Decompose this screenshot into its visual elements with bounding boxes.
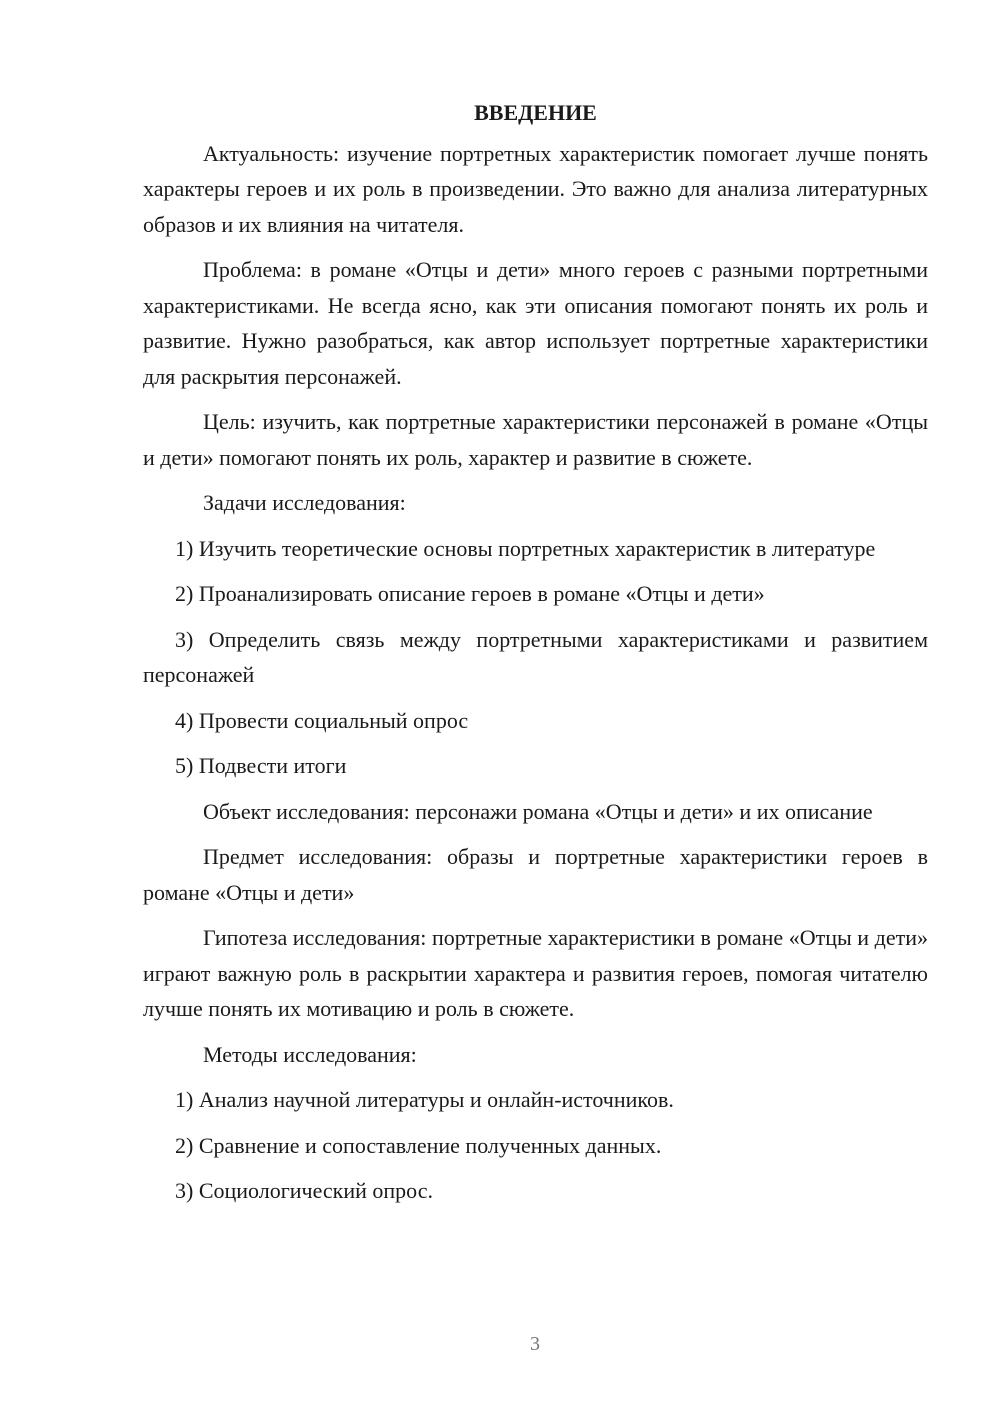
document-page: [143, 95, 928, 1219]
tasks-list: [143, 531, 928, 784]
object-paragraph: Объект исследования: персонажи романа «Отцы и дети» и их описание: [203, 798, 873, 824]
page-number: 3: [530, 1333, 540, 1355]
hypothesis-paragraph: Гипотеза исследования: портретные характеристики в романе «Отцы и дети» играют важную роль в раскрытии характера и развития героев, помогая читателю лучше понять их мотивацию и роль в сюжете.: [143, 925, 928, 1021]
task-item: 5) Подвести итоги: [175, 753, 347, 778]
task-item: 2) Проанализировать описание героев в романе «Отцы и дети»: [175, 581, 765, 606]
methods-heading: Методы исследования:: [203, 1041, 417, 1067]
subject-paragraph: Предмет исследования: образы и портретные характеристики героев в романе «Отцы и дети»: [143, 844, 928, 905]
tasks-heading: Задачи исследования:: [203, 490, 406, 515]
method-item: 1) Анализ научной литературы и онлайн-источников.: [175, 1087, 674, 1112]
task-item: 3) Определить связь между портретными характеристиками и развитием персонажей: [143, 626, 928, 687]
method-item: 2) Сравнение и сопоставление полученных данных.: [175, 1132, 662, 1158]
methods-list: [143, 1082, 928, 1209]
problem-paragraph: Проблема: в романе «Отцы и дети» много героев с разными портретными характеристиками. Не всегда ясно, как эти описания помогают понять их роль и развитие. Нужно разобраться, как автор использует портретные характеристики для раскрытия персонажей.: [143, 257, 928, 389]
method-item: 3) Социологический опрос.: [175, 1178, 433, 1203]
relevance-paragraph: Актуальность: изучение портретных характеристик помогает лучше понять характеры героев и их роль в произведении. Это важно для анализа литературных образов и их влияния на читателя.: [143, 140, 928, 237]
section-title: ВВЕДЕНИЕ: [474, 100, 597, 125]
task-item: 4) Провести социальный опрос: [175, 707, 469, 733]
goal-paragraph: Цель: изучить, как портретные характеристики персонажей в романе «Отцы и дети» помогают понять их роль, характер и развитие в сюжете.: [143, 409, 928, 470]
task-item: 1) Изучить теоретические основы портретных характеристик в литературе: [175, 535, 876, 561]
